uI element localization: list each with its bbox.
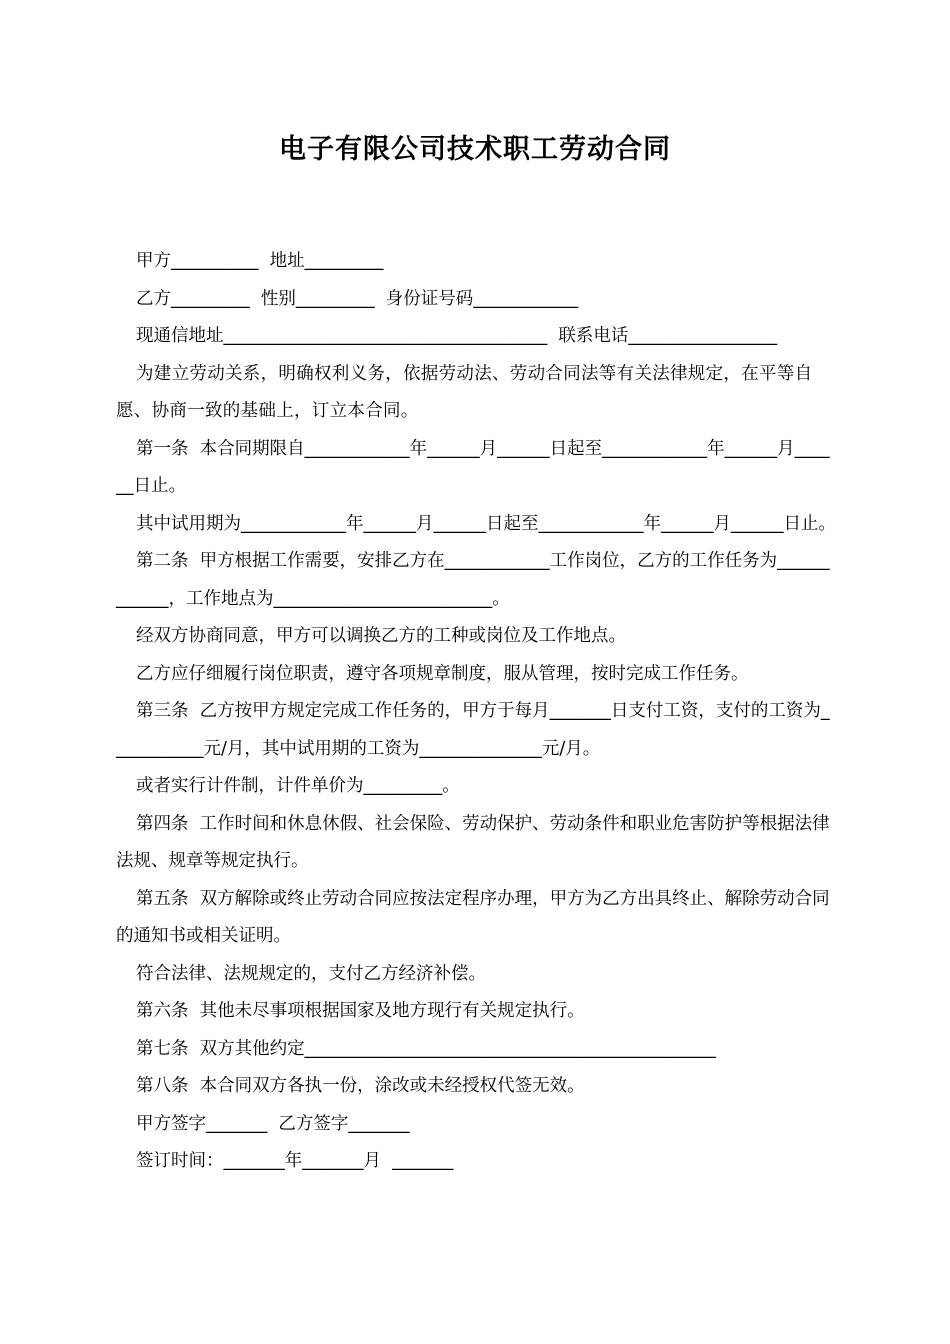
party-a-line: 甲方__________ 地址_________	[136, 251, 384, 271]
article-1-term: 第一条 本合同期限自____________年______月______日起至____________年______月______日止。	[116, 438, 830, 496]
contract-title: 电子有限公司技术职工劳动合同	[279, 134, 671, 165]
article-6-other-matters: 第六条 其他未尽事项根据国家及地方现行有关规定执行。	[136, 1001, 585, 1021]
article-7-other-agreements: 第七条 双方其他约定_______________________________________________	[136, 1038, 716, 1059]
article-1-probation: 其中试用期为____________年______月______日起至____________年______月______日止。	[136, 513, 836, 534]
signing-date-line: 签订时间：_______年_______月 _______	[136, 1151, 454, 1171]
address-phone-line: 现通信地址_____________________________________ 联系电话_________________	[136, 326, 778, 346]
party-b-line: 乙方_________ 性别_________ 身份证号码____________	[136, 288, 579, 309]
article-3-piecework: 或者实行计件制，计件单价为_________。	[136, 776, 460, 796]
signature-line: 甲方签字_______ 乙方签字_______	[136, 1113, 410, 1134]
article-2-adjustment: 经双方协商同意，甲方可以调换乙方的工种或岗位及工作地点。	[136, 626, 626, 646]
article-3-wages: 第三条 乙方按甲方规定完成工作任务的，甲方于每月_______日支付工资，支付的工资为___________元/月，其中试用期的工资为______________元/月。	[116, 701, 830, 759]
preamble-paragraph: 为建立劳动关系，明确权利义务，依据劳动法、劳动合同法等有关法律规定，在平等自愿、协商一致的基础上，订立本合同。	[116, 363, 813, 421]
article-5-compensation: 符合法律、法规规定的，支付乙方经济补偿。	[136, 963, 486, 984]
article-5-termination: 第五条 双方解除或终止劳动合同应按法定程序办理，甲方为乙方出具终止、解除劳动合同的通知书或相关证明。	[116, 888, 830, 946]
article-2-duties: 乙方应仔细履行岗位职责，遵守各项规章制度，服从管理，按时完成工作任务。	[136, 663, 749, 684]
contract-body	[116, 243, 836, 1181]
article-2-position: 第二条 甲方根据工作需要，安排乙方在____________工作岗位，乙方的工作任务为____________，工作地点为_________________________。	[116, 551, 830, 609]
article-8-copies: 第八条 本合同双方各执一份，涂改或未经授权代签无效。	[136, 1076, 585, 1096]
article-4-working-conditions: 第四条 工作时间和休息休假、社会保险、劳动保护、劳动条件和职业危害防护等根据法律法规、规章等规定执行。	[116, 813, 830, 871]
